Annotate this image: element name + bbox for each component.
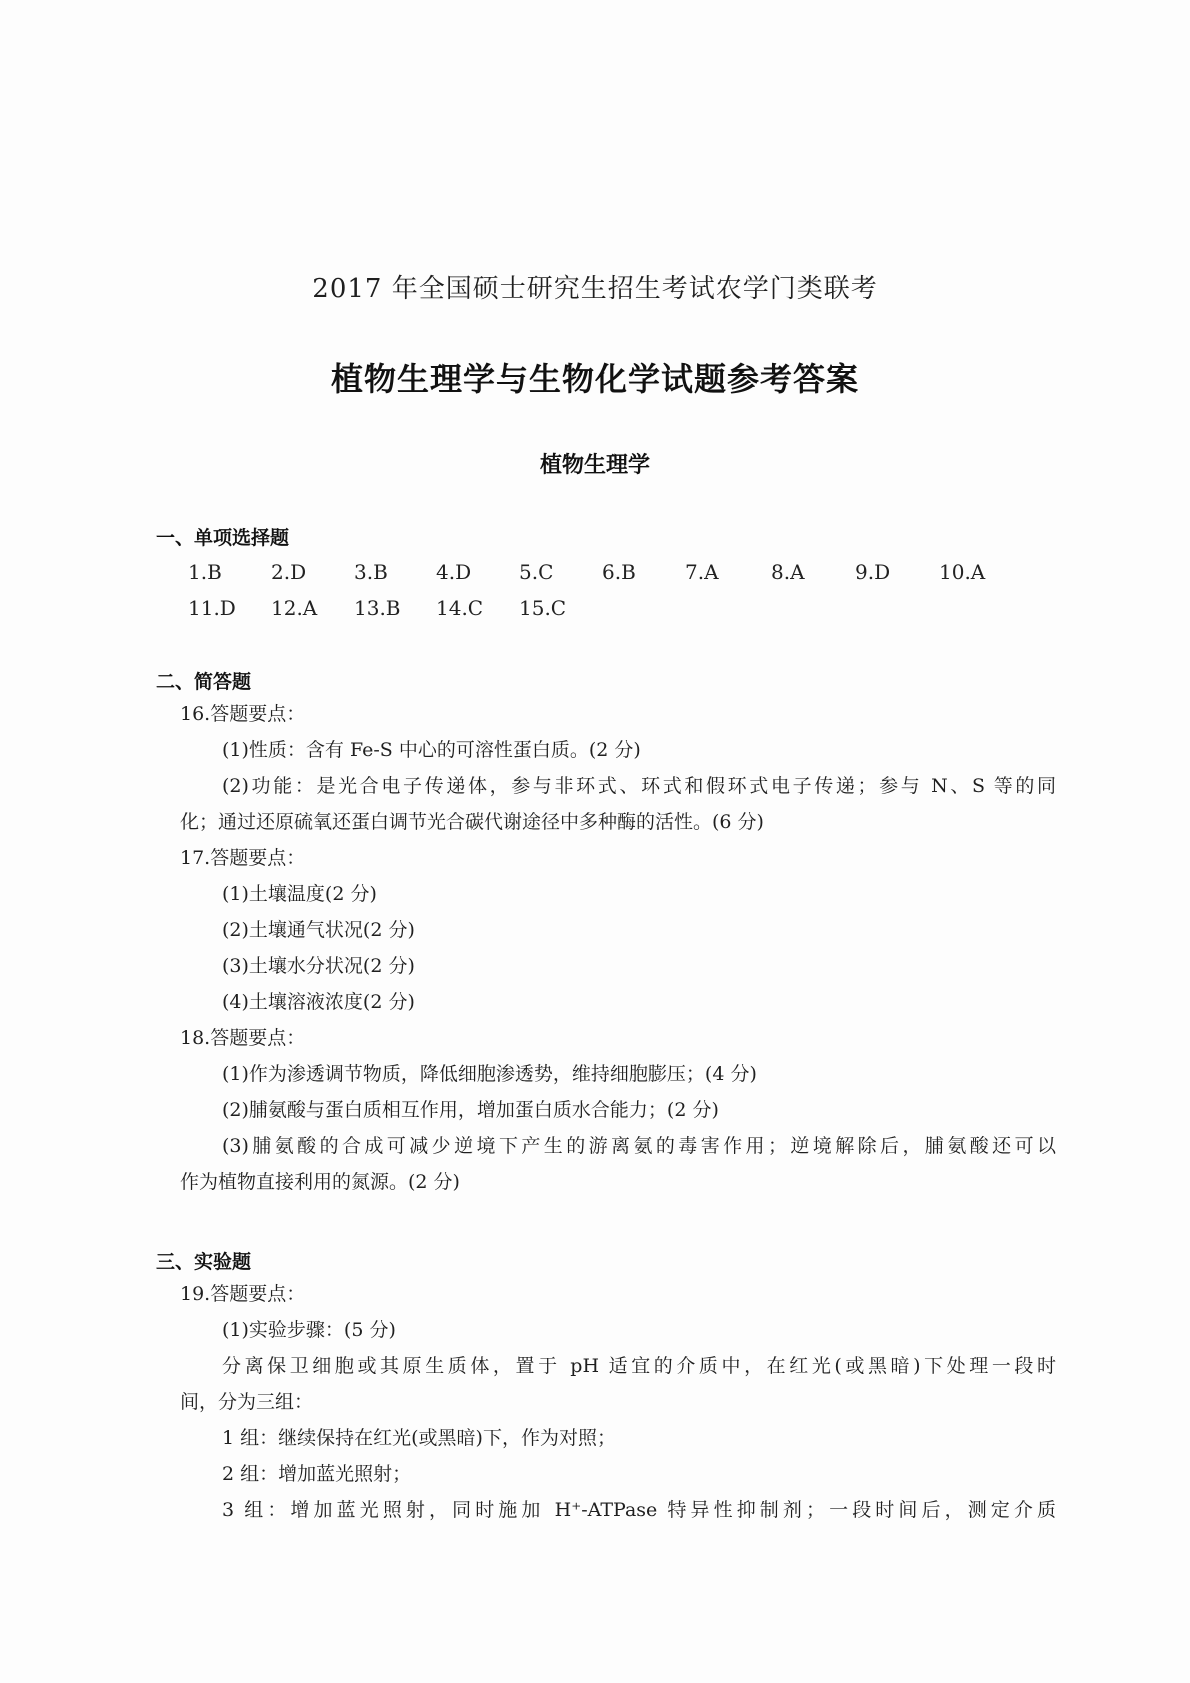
mc-answer: 3.B [354,560,388,584]
mc-answer: 6.B [602,560,636,584]
q17-point-1: (1)土壤温度(2 分) [222,883,377,905]
q19-group-1: 1 组：继续保持在红光(或黑暗)下，作为对照； [222,1427,616,1449]
q18-point-3-line-2: 作为植物直接利用的氮源。(2 分) [180,1171,460,1193]
mc-answer: 12.A [271,596,318,620]
mc-answer: 10.A [939,560,986,584]
q16-point-2-line-1: (2)功能：是光合电子传递体，参与非环式、环式和假环式电子传递；参与 N、S 等的同 [222,775,1056,797]
q17-point-2: (2)土壤通气状况(2 分) [222,919,415,941]
mc-answer: 5.C [519,560,554,584]
q19-group-3: 3 组：增加蓝光照射，同时施加 H⁺-ATPase 特异性抑制剂；一段时间后，测定介质 [222,1499,1056,1521]
document-title: 植物生理学与生物化学试题参考答案 [330,360,859,398]
mc-answer: 9.D [855,560,891,584]
q17-head: 17.答题要点： [180,847,306,869]
q17-point-3: (3)土壤水分状况(2 分) [222,955,415,977]
q19-point-1: (1)实验步骤：(5 分) [222,1319,396,1341]
mc-answer: 14.C [436,596,484,620]
q16-head: 16.答题要点： [180,703,306,725]
mc-answer: 13.B [354,596,401,620]
q19-procedure-line-2: 间，分为三组： [180,1391,314,1413]
q18-point-1: (1)作为渗透调节物质，降低细胞渗透势，维持细胞膨压；(4 分) [222,1063,757,1085]
q18-point-3-line-1: (3)脯氨酸的合成可减少逆境下产生的游离氨的毒害作用；逆境解除后，脯氨酸还可以 [222,1135,1056,1157]
mc-answer: 15.C [519,596,567,620]
mc-answer: 1.B [188,560,222,584]
q16-point-1: (1)性质：含有 Fe-S 中心的可溶性蛋白质。(2 分) [222,739,641,761]
mc-answer: 4.D [436,560,472,584]
section-experiment-heading: 三、实验题 [156,1251,252,1273]
mc-answer: 7.A [685,560,719,584]
mc-answer: 8.A [771,560,805,584]
section-multiple-choice-heading: 一、单项选择题 [156,527,290,549]
q19-head: 19.答题要点： [180,1283,306,1305]
exam-title: 2017 年全国硕士研究生招生考试农学门类联考 [312,274,878,304]
q19-group-2: 2 组：增加蓝光照射； [222,1463,412,1485]
mc-answer: 11.D [188,596,236,620]
q17-point-4: (4)土壤溶液浓度(2 分) [222,991,415,1013]
subject-title: 植物生理学 [539,453,650,478]
mc-answer: 2.D [271,560,307,584]
q18-head: 18.答题要点： [180,1027,306,1049]
q19-procedure-line-1: 分离保卫细胞或其原生质体，置于 pH 适宜的介质中，在红光(或黑暗)下处理一段时 [222,1355,1056,1377]
q18-point-2: (2)脯氨酸与蛋白质相互作用，增加蛋白质水合能力；(2 分) [222,1099,719,1121]
section-short-answer-heading: 二、简答题 [156,671,252,693]
q16-point-2-line-2: 化；通过还原硫氧还蛋白调节光合碳代谢途径中多种酶的活性。(6 分) [180,811,764,833]
